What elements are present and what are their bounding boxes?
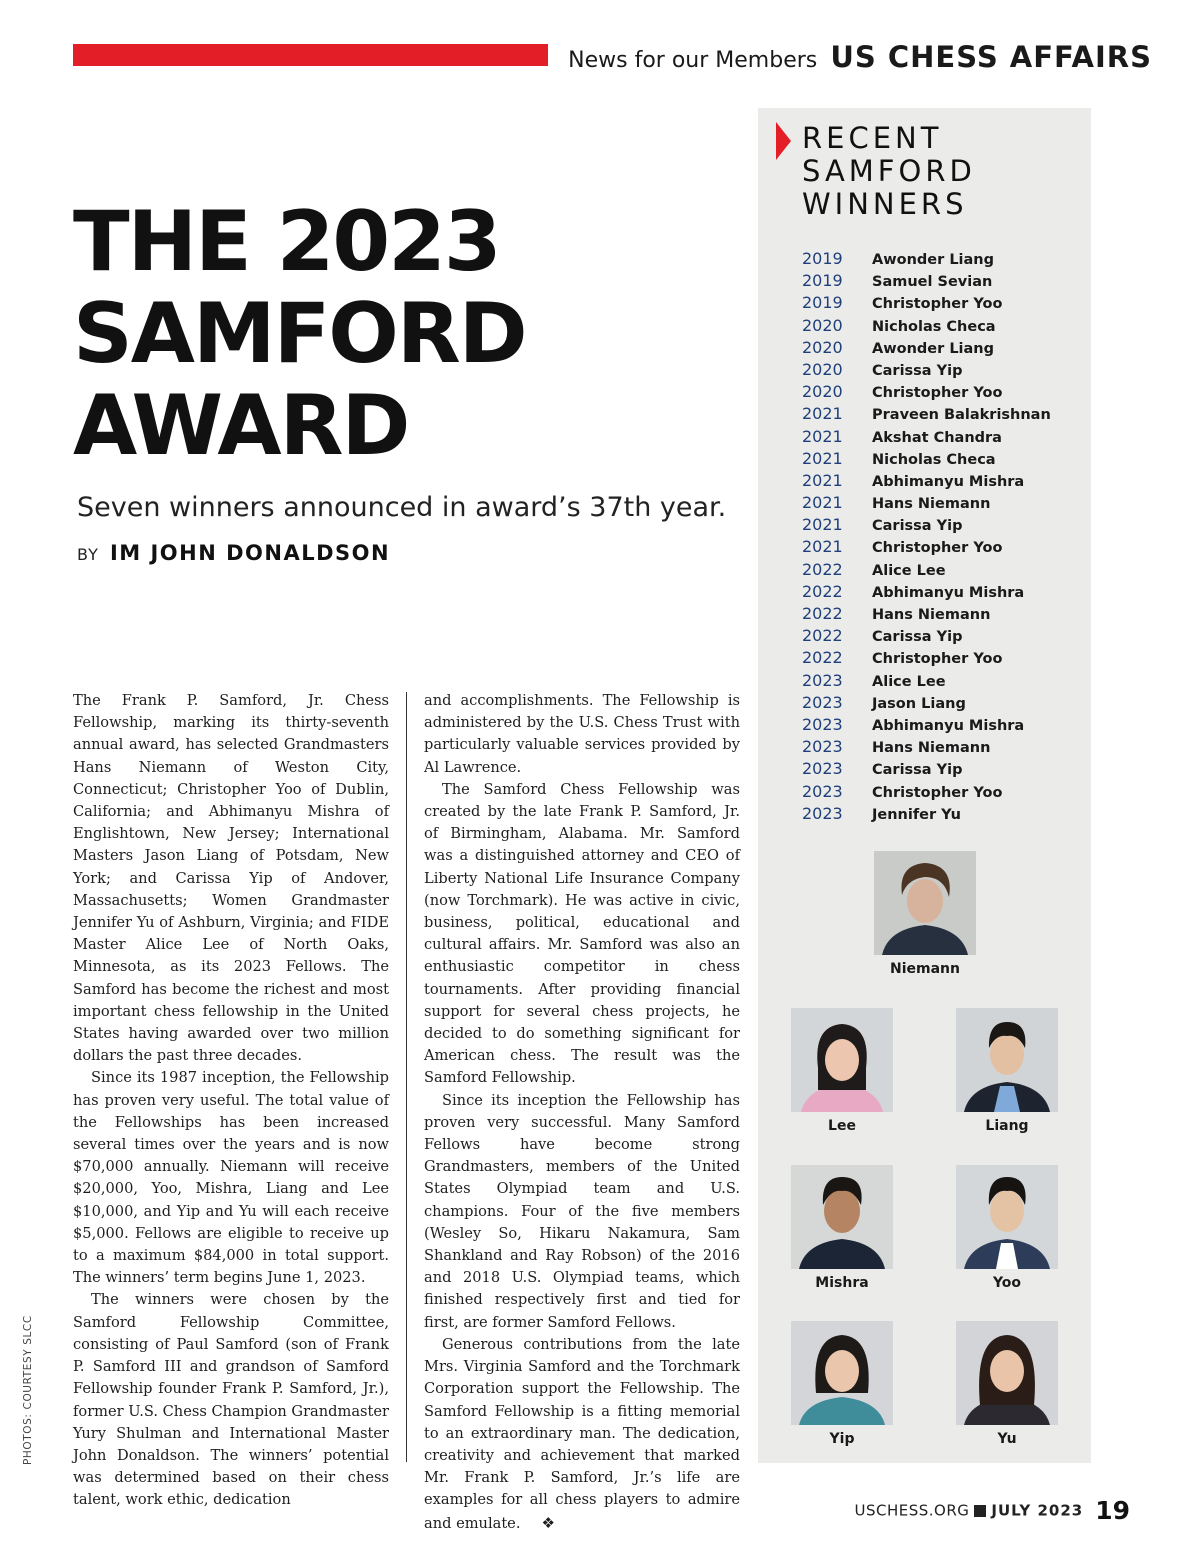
running-head-lead: News for our Members (568, 48, 818, 73)
winner-name: Jennifer Yu (872, 806, 961, 823)
article-title (73, 193, 526, 474)
winner-year: 2023 (802, 781, 843, 801)
winner-name: Nicholas Checa (872, 451, 996, 468)
sidebar-title-line: RECENT (802, 121, 943, 155)
footer-issue: JULY 2023 (991, 1501, 1084, 1520)
column-divider (406, 692, 407, 1462)
page-number: 19 (1095, 1496, 1130, 1525)
paragraph-text: Generous contributions from the late Mrs. Virginia Samford and the Torchmark Corporation support the Fellowship. The Samford Fellowship is a fitting memorial to an extraordinary man. The dedication, creativity and achievement that marked Mr. Frank P. Samford, Jr.’s life are examples for all chess players to admire and emulate. (424, 1335, 740, 1532)
winner-row (802, 536, 1082, 558)
portrait-caption: Yoo (992, 1275, 1022, 1291)
winner-row (802, 714, 1082, 736)
winner-row (802, 647, 1082, 669)
winner-row (802, 426, 1082, 448)
winner-year: 2021 (802, 493, 843, 513)
winner-year: 2021 (802, 515, 843, 535)
portrait-niemann (874, 851, 976, 977)
title-line: THE 2023 (73, 193, 500, 290)
portrait-lee (791, 1008, 893, 1134)
portrait-mishra (791, 1165, 893, 1291)
winner-row (802, 337, 1082, 359)
winner-row (802, 248, 1082, 270)
portrait-caption: Liang (985, 1118, 1029, 1134)
portrait-yoo (956, 1165, 1058, 1291)
title-line: SAMFORD (73, 285, 526, 382)
portrait-photo (791, 1008, 893, 1112)
portrait-caption: Niemann (890, 961, 960, 977)
winner-row (802, 359, 1082, 381)
winner-name: Hans Niemann (872, 607, 991, 623)
winner-year: 2022 (802, 604, 843, 623)
portrait-photo (956, 1008, 1058, 1112)
winner-year: 2019 (802, 249, 843, 268)
running-head (568, 40, 1152, 74)
photo-credit: PHOTOS: COURTESY SLCC (22, 1315, 34, 1465)
winner-row (802, 403, 1082, 425)
winner-name: Abhimanyu Mishra (872, 717, 1025, 734)
byline-author: IM JOHN DONALDSON (109, 541, 391, 565)
recent-winners-sidebar (758, 108, 1091, 1463)
winner-row (802, 315, 1082, 337)
running-head-section: US CHESS AFFAIRS (830, 40, 1152, 74)
winner-name: Carissa Yip (872, 629, 963, 646)
winner-year: 2021 (802, 426, 843, 446)
sidebar-title-line: SAMFORD (802, 154, 976, 188)
footer-site: USCHESS.ORG (854, 1501, 970, 1520)
winner-name: Awonder Liang (872, 340, 995, 357)
winner-name: Abhimanyu Mishra (872, 473, 1025, 490)
winner-name: Praveen Balakrishnan (872, 407, 1051, 424)
header-red-bar (73, 44, 548, 66)
winner-year: 2022 (802, 626, 843, 646)
portrait-photo (791, 1321, 893, 1425)
winner-row (802, 559, 1082, 581)
winner-row (802, 270, 1082, 292)
winner-year: 2023 (802, 737, 843, 757)
winner-year: 2021 (802, 448, 843, 468)
page-footer (854, 1496, 1130, 1525)
winner-row (802, 758, 1082, 780)
winner-name: Christopher Yoo (872, 540, 1003, 557)
winner-row (802, 292, 1082, 314)
winner-row (802, 470, 1082, 492)
winner-row (802, 781, 1082, 803)
winner-name: Carissa Yip (872, 762, 963, 779)
winner-year: 2019 (802, 271, 843, 291)
winner-name: Nicholas Checa (872, 318, 996, 335)
winner-year: 2021 (802, 470, 843, 490)
winner-name: Christopher Yoo (872, 296, 1003, 313)
winner-name: Awonder Liang (872, 252, 995, 268)
paragraph: The winners were chosen by the Samford Fellowship Committee, consisting of Paul Samford (son of Frank P. Samford III and grandson of Samford Fellowship founder Frank P. Samford, Jr.), former U.S. Chess Champion Grandmaster Yury Shulman and International Master John Donaldson. The winners’ potential was determined based on their chess talent, work ethic, dedication (73, 1291, 389, 1509)
winner-year: 2023 (802, 714, 843, 734)
title-line: AWARD (73, 377, 409, 474)
winner-year: 2019 (802, 293, 843, 313)
winner-year: 2023 (802, 803, 843, 823)
winner-row (802, 603, 1082, 625)
winner-year: 2022 (802, 648, 843, 668)
portrait-yip (791, 1321, 893, 1447)
us-chess-end-mark-icon: ❖ (541, 1513, 555, 1532)
winner-row (802, 581, 1082, 603)
portrait-yu (956, 1321, 1058, 1447)
footer-square-icon (974, 1505, 986, 1517)
portrait-caption: Yip (829, 1431, 855, 1447)
winner-year: 2021 (802, 537, 843, 557)
portrait-photo (791, 1165, 893, 1269)
winner-row (802, 625, 1082, 647)
portrait-liang (956, 1008, 1058, 1134)
paragraph (424, 1334, 740, 1535)
winner-row (802, 514, 1082, 536)
winner-name: Jason Liang (872, 695, 966, 712)
portrait-caption: Lee (828, 1118, 856, 1134)
byline-prefix: BY (77, 545, 99, 564)
paragraph: Since its inception the Fellowship has proven very successful. Many Samford Fellows have become strong Grandmasters, members of the United States Olympiad team and U.S. champions. Four of the five members (Wesley So, Hikaru Nakamura, Sam Shankland and Ray Robson) of the 2016 and 2018 U.S. Olympiad teams, which finished respectively first and tied for first, are former Samford Fellows. (424, 1091, 740, 1331)
winner-year: 2021 (802, 404, 843, 424)
winner-year: 2020 (802, 359, 843, 379)
winner-row (802, 381, 1082, 403)
winner-row (802, 448, 1082, 470)
paragraph: The Samford Chess Fellowship was created by the late Frank P. Samford, Jr. of Birmingham, Alabama. Mr. Samford was a distinguished attorney and CEO of Liberty National Life Insurance Company (now Torchmark). He was active in civic, business, political, educational and cultural affairs. Mr. Samford was also an enthusiastic competitor in chess tournaments. After providing financial support for several chess projects, he decided to do something significant for American chess. The result was the Samford Fellowship. (424, 780, 740, 1087)
winner-year: 2023 (802, 692, 843, 712)
winner-row (802, 492, 1082, 514)
article-dek: Seven winners announced in award’s 37th year. (77, 492, 727, 523)
winner-name: Samuel Sevian (872, 274, 993, 291)
portrait-caption: Yu (997, 1431, 1017, 1447)
winner-year: 2022 (802, 581, 843, 601)
winner-name: Abhimanyu Mishra (872, 584, 1025, 601)
winners-list (802, 248, 1082, 825)
sidebar-title-line: WINNERS (802, 187, 968, 221)
winner-year: 2020 (802, 382, 843, 402)
sidebar-title (802, 122, 976, 221)
winner-row (802, 670, 1082, 692)
sidebar-arrow-icon (776, 122, 791, 160)
winner-row (802, 803, 1082, 825)
winner-year: 2020 (802, 315, 843, 335)
winner-year: 2023 (802, 759, 843, 779)
article-column-2 (424, 690, 740, 1535)
portrait-caption: Mishra (815, 1275, 869, 1291)
winner-row (802, 692, 1082, 714)
winner-name: Akshat Chandra (872, 429, 1002, 446)
paragraph: Since its 1987 inception, the Fellowship has proven very useful. The total value of the Fellowships has been increased several times over the years and is now $70,000 annually. Niemann will receive $20,000, Yoo, Mishra, Liang and Lee $10,000, and Yip and Yu will each receive $5,000. Fellows are eligible to receive up to a maximum $84,000 in total support. The winners’ term begins June 1, 2023. (73, 1069, 389, 1287)
winner-name: Christopher Yoo (872, 784, 1003, 801)
winner-year: 2022 (802, 559, 843, 579)
paragraph: and accomplishments. The Fellowship is administered by the U.S. Chess Trust with particularly valuable services provided by Al Lawrence. (424, 692, 740, 776)
winner-name: Hans Niemann (872, 496, 991, 513)
winner-name: Christopher Yoo (872, 651, 1003, 668)
winner-name: Christopher Yoo (872, 385, 1003, 402)
winner-name: Hans Niemann (872, 740, 991, 757)
portrait-photo (956, 1165, 1058, 1269)
article-column-1 (73, 690, 389, 1512)
winner-name: Carissa Yip (872, 518, 963, 535)
winner-name: Alice Lee (872, 562, 946, 579)
winner-row (802, 736, 1082, 758)
byline (77, 541, 390, 565)
winner-name: Alice Lee (872, 673, 946, 690)
paragraph: The Frank P. Samford, Jr. Chess Fellowship, marking its thirty-seventh annual award, has selected Grandmasters Hans Niemann of Weston City, Connecticut; Christopher Yoo of Dublin, California; and Abhimanyu Mishra of Englishtown, New Jersey; International Masters Jason Liang of Potsdam, New York; and Carissa Yip of Andover, Massachusetts; Women Grandmaster Jennifer Yu of Ashburn, Virginia; and FIDE Master Alice Lee of North Oaks, Minnesota, as its 2023 Fellows. The Samford has become the richest and most important chess fellowship in the United States having awarded over two million dollars the past three decades. (73, 692, 389, 1065)
portrait-photo (956, 1321, 1058, 1425)
winner-year: 2020 (802, 337, 843, 357)
winner-year: 2023 (802, 670, 843, 690)
portrait-photo (874, 851, 976, 955)
winner-name: Carissa Yip (872, 362, 963, 379)
